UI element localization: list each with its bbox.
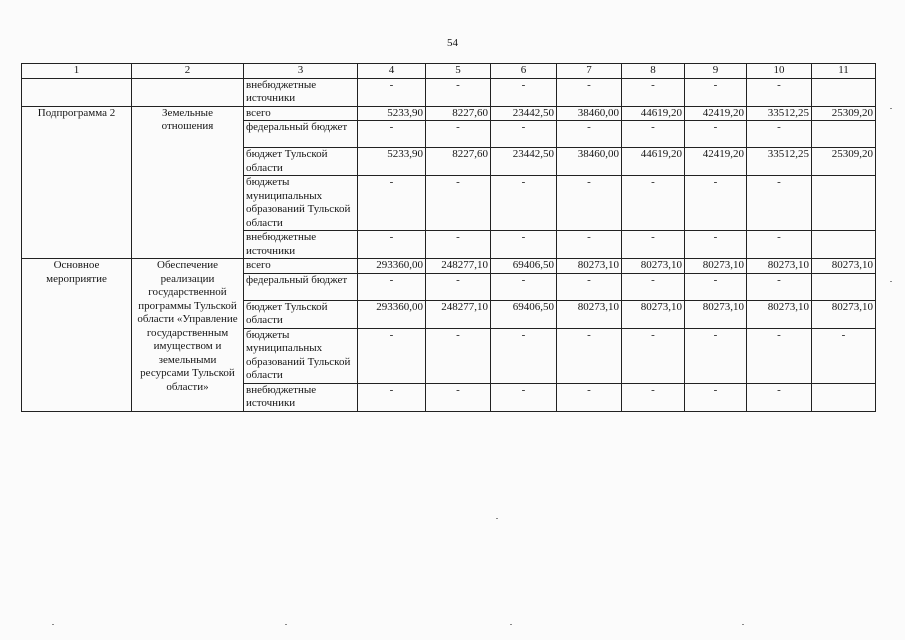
value-cell: 80273,10 bbox=[622, 300, 685, 328]
source-cell: бюджет Тульской области bbox=[244, 300, 358, 328]
value-cell: 80273,10 bbox=[557, 259, 622, 274]
source-cell: бюджет Тульской области bbox=[244, 148, 358, 176]
value-cell: 38460,00 bbox=[557, 106, 622, 121]
name-cell bbox=[132, 78, 244, 106]
value-cell: 33512,25 bbox=[747, 106, 812, 121]
value-cell: - bbox=[685, 231, 747, 259]
value-cell bbox=[812, 273, 876, 300]
header-cell: 4 bbox=[358, 64, 426, 79]
value-cell: - bbox=[685, 328, 747, 383]
value-cell: - bbox=[358, 383, 426, 411]
value-cell: - bbox=[491, 121, 557, 148]
value-cell: - bbox=[685, 121, 747, 148]
value-cell: - bbox=[557, 328, 622, 383]
source-cell: всего bbox=[244, 106, 358, 121]
value-cell: 80273,10 bbox=[747, 259, 812, 274]
value-cell: - bbox=[685, 383, 747, 411]
value-cell: 38460,00 bbox=[557, 148, 622, 176]
value-cell: - bbox=[685, 78, 747, 106]
source-cell: внебюджетные источники bbox=[244, 383, 358, 411]
name-cell: Земельные отношения bbox=[132, 106, 244, 259]
table-row bbox=[22, 259, 876, 274]
table-row bbox=[22, 78, 876, 106]
header-cell: 6 bbox=[491, 64, 557, 79]
value-cell: - bbox=[557, 231, 622, 259]
value-cell bbox=[812, 121, 876, 148]
value-cell: 8227,60 bbox=[426, 106, 491, 121]
value-cell: - bbox=[491, 273, 557, 300]
header-cell: 11 bbox=[812, 64, 876, 79]
value-cell: 25309,20 bbox=[812, 148, 876, 176]
value-cell: 69406,50 bbox=[491, 300, 557, 328]
value-cell: - bbox=[491, 328, 557, 383]
value-cell: - bbox=[358, 273, 426, 300]
value-cell: - bbox=[426, 176, 491, 231]
value-cell: - bbox=[426, 121, 491, 148]
value-cell: 80273,10 bbox=[622, 259, 685, 274]
value-cell: 44619,20 bbox=[622, 106, 685, 121]
source-cell: внебюджетные источники bbox=[244, 231, 358, 259]
value-cell: 25309,20 bbox=[812, 106, 876, 121]
header-cell: 1 bbox=[22, 64, 132, 79]
header-cell: 2 bbox=[132, 64, 244, 79]
value-cell: - bbox=[358, 121, 426, 148]
value-cell: - bbox=[622, 176, 685, 231]
table-row bbox=[22, 106, 876, 121]
value-cell: 33512,25 bbox=[747, 148, 812, 176]
value-cell: - bbox=[358, 176, 426, 231]
value-cell: - bbox=[622, 383, 685, 411]
value-cell: - bbox=[557, 383, 622, 411]
value-cell: - bbox=[557, 121, 622, 148]
value-cell: 8227,60 bbox=[426, 148, 491, 176]
value-cell: 44619,20 bbox=[622, 148, 685, 176]
value-cell: - bbox=[622, 78, 685, 106]
value-cell: - bbox=[426, 231, 491, 259]
value-cell: 80273,10 bbox=[812, 300, 876, 328]
value-cell: - bbox=[622, 328, 685, 383]
value-cell bbox=[812, 231, 876, 259]
value-cell: 5233,90 bbox=[358, 106, 426, 121]
value-cell: - bbox=[426, 78, 491, 106]
value-cell: - bbox=[685, 273, 747, 300]
value-cell: 5233,90 bbox=[358, 148, 426, 176]
value-cell: - bbox=[426, 383, 491, 411]
name-cell: Обеспечение реализации государственной программы Тульской области «Управление государственным имуществом и земельными ресурсами Тульской области» bbox=[132, 259, 244, 412]
header-cell: 7 bbox=[557, 64, 622, 79]
header-cell: 10 bbox=[747, 64, 812, 79]
value-cell: 42419,20 bbox=[685, 148, 747, 176]
page-number: 54 bbox=[447, 37, 458, 49]
program-cell: Подпрограмма 2 bbox=[22, 106, 132, 259]
source-cell: федеральный бюджет bbox=[244, 273, 358, 300]
value-cell: 293360,00 bbox=[358, 300, 426, 328]
value-cell: - bbox=[747, 383, 812, 411]
source-cell: всего bbox=[244, 259, 358, 274]
value-cell: - bbox=[747, 121, 812, 148]
value-cell: - bbox=[747, 231, 812, 259]
header-cell: 9 bbox=[685, 64, 747, 79]
budget-table bbox=[21, 63, 876, 412]
value-cell: 248277,10 bbox=[426, 259, 491, 274]
value-cell: 293360,00 bbox=[358, 259, 426, 274]
source-cell: бюджеты муниципальных образований Тульской области bbox=[244, 176, 358, 231]
value-cell: - bbox=[747, 273, 812, 300]
value-cell: - bbox=[491, 231, 557, 259]
value-cell: - bbox=[491, 383, 557, 411]
value-cell: 42419,20 bbox=[685, 106, 747, 121]
program-cell: Основное мероприятие bbox=[22, 259, 132, 412]
header-cell: 5 bbox=[426, 64, 491, 79]
table-body bbox=[22, 64, 876, 412]
header-row bbox=[22, 64, 876, 79]
value-cell: - bbox=[557, 176, 622, 231]
value-cell: - bbox=[426, 328, 491, 383]
value-cell: 80273,10 bbox=[685, 300, 747, 328]
source-cell: федеральный бюджет bbox=[244, 121, 358, 148]
value-cell: - bbox=[747, 328, 812, 383]
value-cell: 80273,10 bbox=[812, 259, 876, 274]
value-cell: - bbox=[557, 78, 622, 106]
source-cell: внебюджетные источники bbox=[244, 78, 358, 106]
header-cell: 3 bbox=[244, 64, 358, 79]
value-cell bbox=[812, 78, 876, 106]
value-cell: 69406,50 bbox=[491, 259, 557, 274]
value-cell: - bbox=[491, 78, 557, 106]
value-cell: - bbox=[747, 78, 812, 106]
value-cell: - bbox=[812, 328, 876, 383]
value-cell: - bbox=[491, 176, 557, 231]
value-cell: - bbox=[426, 273, 491, 300]
program-cell bbox=[22, 78, 132, 106]
value-cell: 80273,10 bbox=[557, 300, 622, 328]
value-cell: - bbox=[358, 231, 426, 259]
value-cell: - bbox=[358, 78, 426, 106]
value-cell: - bbox=[557, 273, 622, 300]
value-cell: 80273,10 bbox=[685, 259, 747, 274]
value-cell: 23442,50 bbox=[491, 106, 557, 121]
value-cell: 248277,10 bbox=[426, 300, 491, 328]
value-cell: - bbox=[622, 273, 685, 300]
value-cell: 23442,50 bbox=[491, 148, 557, 176]
value-cell: 80273,10 bbox=[747, 300, 812, 328]
value-cell: - bbox=[622, 231, 685, 259]
value-cell bbox=[812, 176, 876, 231]
value-cell: - bbox=[747, 176, 812, 231]
header-cell: 8 bbox=[622, 64, 685, 79]
source-cell: бюджеты муниципальных образований Тульской области bbox=[244, 328, 358, 383]
value-cell: - bbox=[622, 121, 685, 148]
value-cell bbox=[812, 383, 876, 411]
value-cell: - bbox=[358, 328, 426, 383]
value-cell: - bbox=[685, 176, 747, 231]
